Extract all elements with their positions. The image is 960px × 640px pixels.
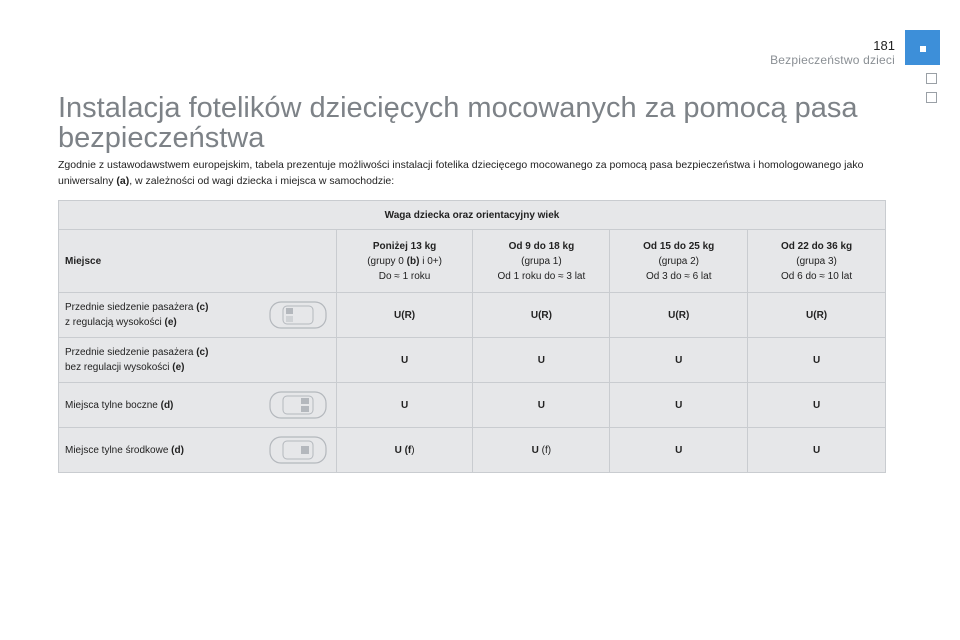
table-row [59,338,886,383]
value-cell: U [748,338,886,383]
value-cell: U [336,383,473,428]
value-cell: U(R) [748,293,886,338]
value-cell: U [336,338,473,383]
section-title: Bezpieczeństwo dzieci [770,53,895,67]
seat-cell: Przednie siedzenie pasażera (c) bez regulacji wysokości (e) [59,338,337,383]
table-top-header: Waga dziecka oraz orientacyjny wiek [59,201,886,230]
car-top-view-icon [268,388,330,422]
value-cell: U(R) [610,293,748,338]
intro-paragraph [58,157,888,189]
chapter-box-icon [926,92,937,103]
table-header-row [59,230,886,293]
value-cell: U(R) [473,293,610,338]
value-cell: U [473,383,610,428]
seat-column-header: Miejsce [59,230,337,293]
weight-column-header: Poniżej 13 kg (grupy 0 (b) i 0+) Do ≈ 1 roku [336,230,473,293]
child-seat-table [58,200,886,473]
weight-column-header: Od 9 do 18 kg (grupa 1) Od 1 roku do ≈ 3 lat [473,230,610,293]
value-cell: U [748,383,886,428]
value-cell: U (f) [473,428,610,473]
table-row [59,383,886,428]
car-top-view-icon [268,298,330,332]
value-cell: U [748,428,886,473]
chapter-marker-icon [920,46,926,52]
car-top-view-icon [268,433,330,467]
table-row [59,428,886,473]
intro-text-end: , w zależności od wagi dziecka i miejsca w samochodzie: [129,175,395,187]
chapter-box-icon [926,73,937,84]
seat-cell: Miejsca tylne boczne (d) [59,383,337,428]
value-cell: U [610,338,748,383]
value-cell: U(R) [336,293,473,338]
page-number: 181 [873,38,895,53]
value-cell: U [610,428,748,473]
table-row [59,293,886,338]
weight-column-header: Od 15 do 25 kg (grupa 2) Od 3 do ≈ 6 lat [610,230,748,293]
value-cell: U (f) [336,428,473,473]
intro-text: Zgodnie z ustawodawstwem europejskim, tabela prezentuje możliwości instalacji fotelika dziecięcego mocowanego za pomocą pasa bezpieczeństwa i homologowanego jako uniwersalny [58,159,864,187]
value-cell: U [473,338,610,383]
seat-cell: Przednie siedzenie pasażera (c) z regulacją wysokości (e) [59,293,337,338]
weight-column-header: Od 22 do 36 kg (grupa 3) Od 6 do ≈ 10 lat [748,230,886,293]
intro-ref: (a) [116,175,130,187]
value-cell: U [610,383,748,428]
seat-cell: Miejsce tylne środkowe (d) [59,428,337,473]
page-title: Instalacja fotelików dziecięcych mocowanych za pomocą pasa bezpieczeństwa [58,92,858,154]
chapter-tab [905,30,940,65]
